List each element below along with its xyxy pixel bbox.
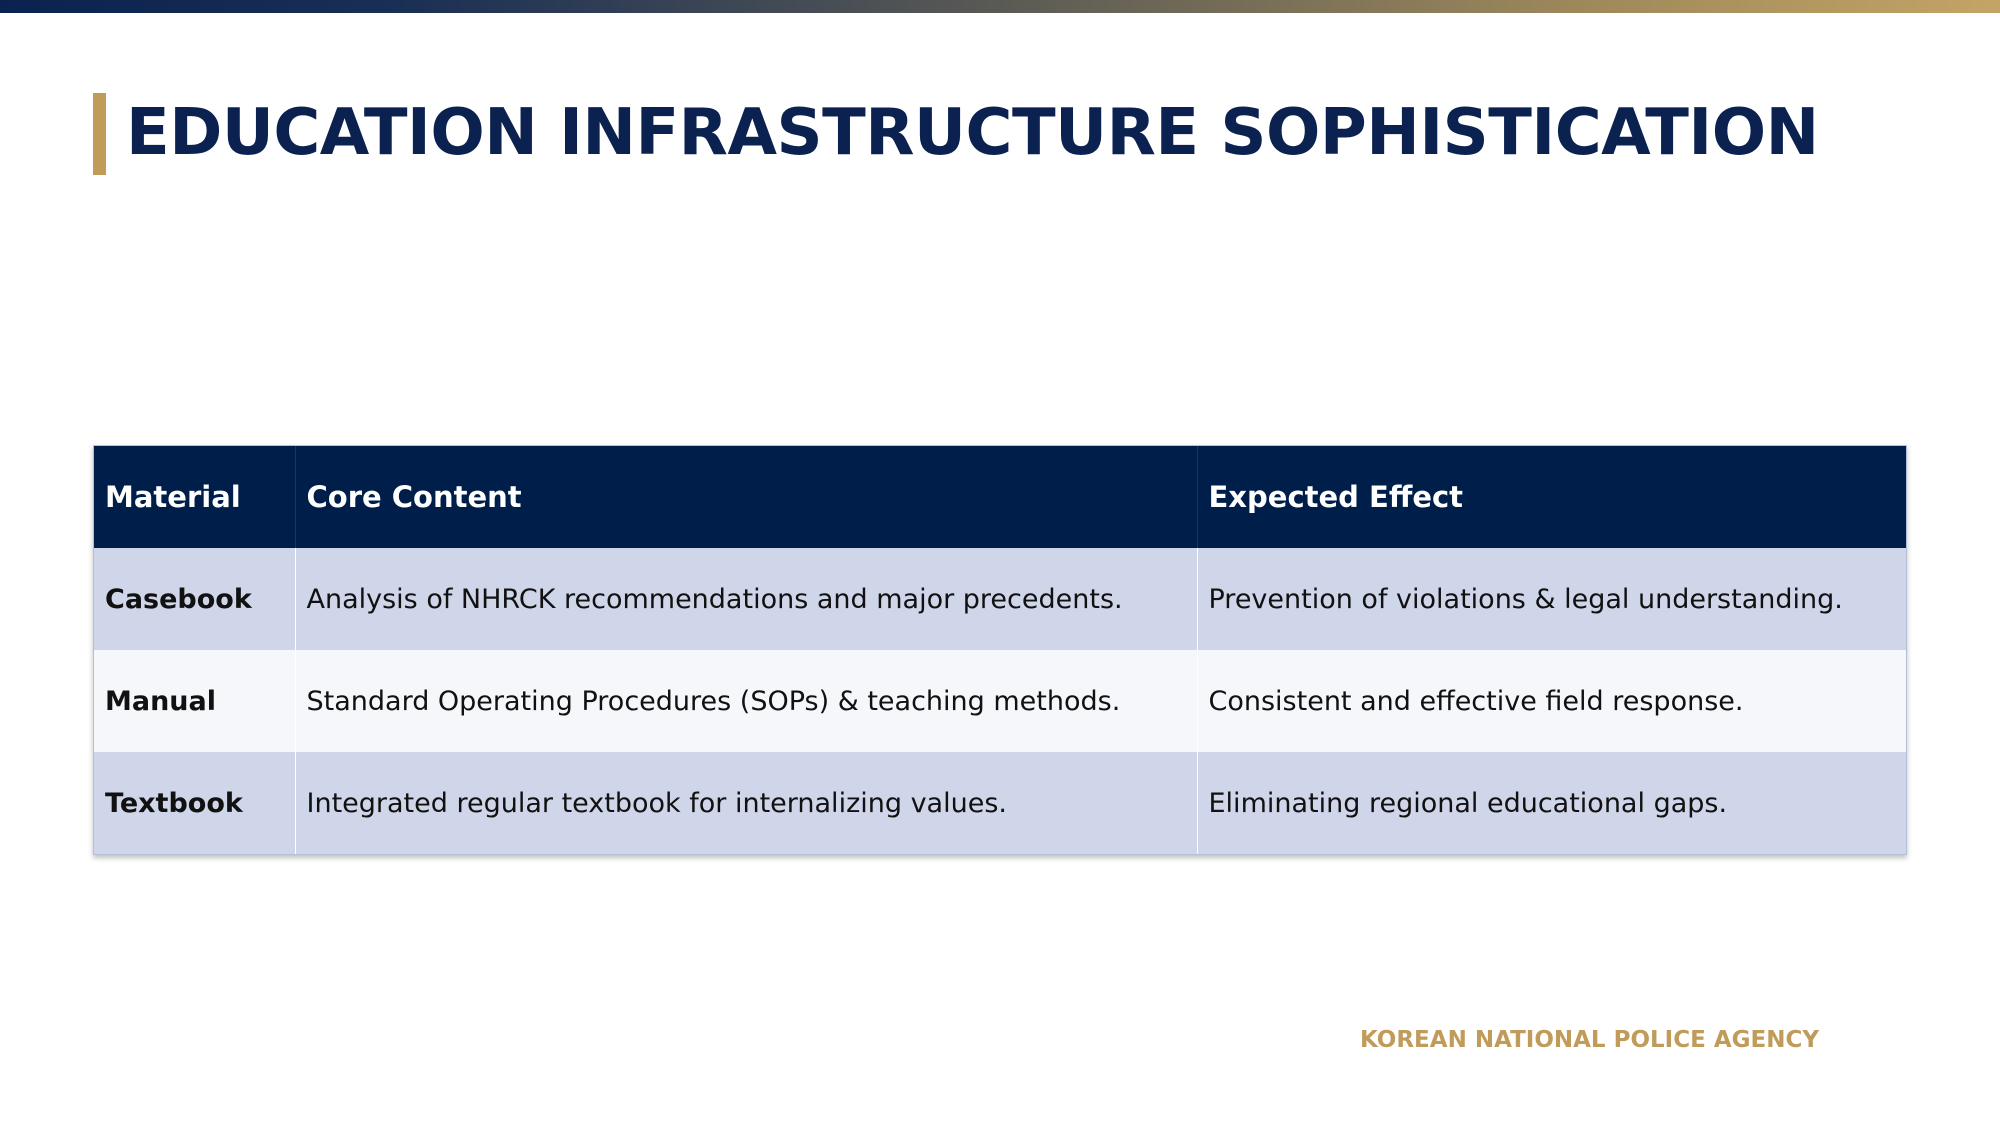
page-title: EDUCATION INFRASTRUCTURE SOPHISTICATION [126, 96, 1819, 170]
table-row [94, 752, 1906, 854]
table-row [94, 650, 1906, 752]
header-material: Material [94, 446, 295, 548]
table-header-row [94, 446, 1906, 548]
top-gradient-bar [0, 0, 2000, 13]
expected-effect-cell: Consistent and effective field response. [1197, 650, 1906, 752]
material-cell: Textbook [94, 752, 295, 854]
header-core-content: Core Content [295, 446, 1197, 548]
core-content-cell: Integrated regular textbook for internalizing values. [295, 752, 1197, 854]
core-content-cell: Standard Operating Procedures (SOPs) & teaching methods. [295, 650, 1197, 752]
material-cell: Casebook [94, 548, 295, 650]
table-row [94, 548, 1906, 650]
expected-effect-cell: Eliminating regional educational gaps. [1197, 752, 1906, 854]
footer-organization: KOREAN NATIONAL POLICE AGENCY [1360, 1027, 1819, 1053]
core-content-cell: Analysis of NHRCK recommendations and major precedents. [295, 548, 1197, 650]
material-cell: Manual [94, 650, 295, 752]
header-expected-effect: Expected Effect [1197, 446, 1906, 548]
materials-table [93, 445, 1907, 855]
expected-effect-cell: Prevention of violations & legal understanding. [1197, 548, 1906, 650]
title-accent-bar [93, 93, 106, 175]
